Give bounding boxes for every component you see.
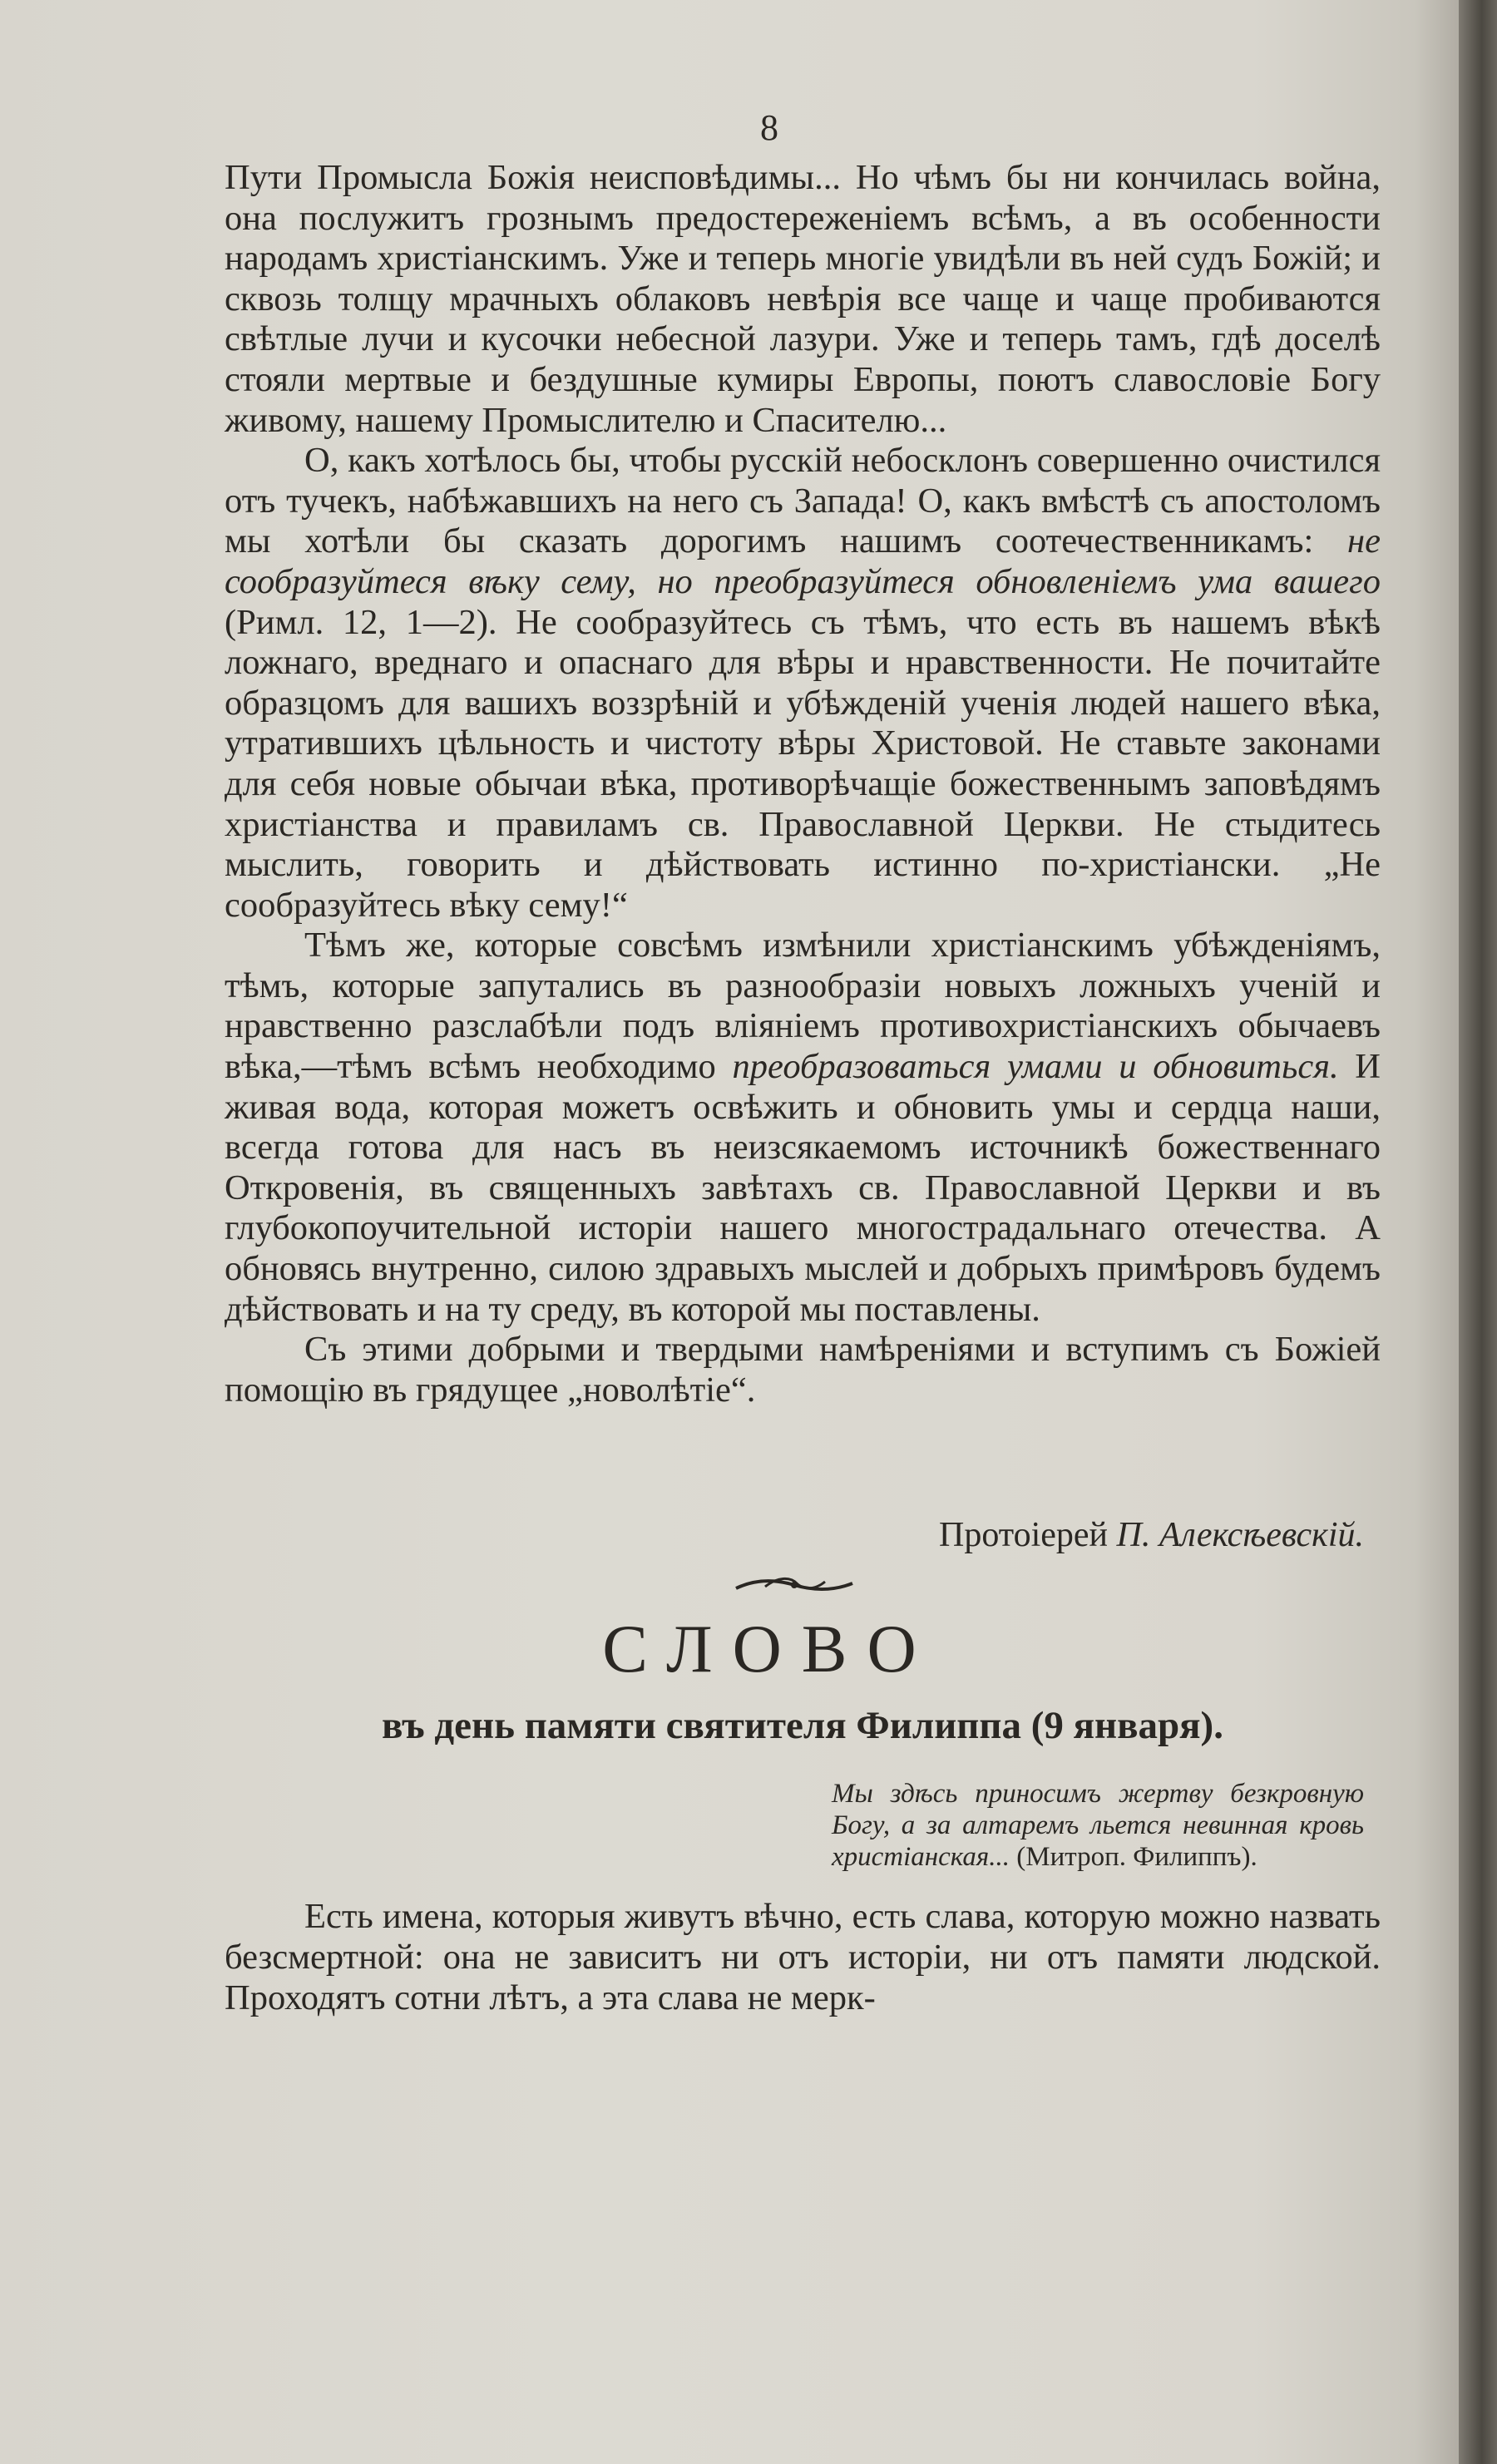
sermon-opening-paragraph: Есть имена, которыя живутъ вѣчно, есть слава, которую можно назвать безсмертной: она не зависитъ ни отъ исторіи, ни отъ памяти людской. Проходятъ сотни лѣтъ, а эта слава не мерк-: [225, 1897, 1381, 2017]
epigraph: [832, 1778, 1364, 1873]
paragraph-2-text-c: (Римл. 12, 1—2). Не сообразуйтесь съ тѣмъ, что есть въ нашемъ вѣкѣ ложнаго, вреднаго и опаснаго для вѣры и нравственности. Не почитайте образцомъ для вашихъ воззрѣній и убѣжденій ученія людей нашего вѣка, утратившихъ цѣльность и чистоту вѣры Христовой. Не ставьте законами для себя новые обычаи вѣка, противорѣчащіе божественнымъ заповѣдямъ христіанства и правиламъ св. Православной Церкви. Не стыдитесь мыслить, говорить и дѣйствовать истинно по-христіански. „Не сообразуйтесь вѣку сему!“: [225, 602, 1381, 925]
author-signature: [225, 1515, 1364, 1555]
divider-ornament-icon: [732, 1573, 857, 1598]
page-number: 8: [760, 107, 778, 148]
paragraph-3: [225, 926, 1381, 1330]
article-body: [225, 158, 1381, 1410]
signature-name: П. Алексѣевскій.: [1116, 1516, 1364, 1554]
sermon-subtitle: въ день памяти святителя Филиппа (9 января).: [382, 1704, 1223, 1747]
emphasis-phrase: преобразоваться умами и обновиться.: [732, 1047, 1339, 1087]
book-spine: [1459, 0, 1497, 2464]
epigraph-text: Мы здѣсь приносимъ жертву безкровную Богу, а за алтаремъ льется невинная кровь христіанская...: [832, 1779, 1364, 1872]
scripture-quote: не сообразуйтеся вѣку сему, но преобразуйтеся обновленіемъ ума вашего: [225, 521, 1381, 601]
paragraph-2: [225, 441, 1381, 926]
paragraph-2-text-a: О, какъ хотѣлось бы, чтобы русскій небосклонъ совершенно очистился отъ тучекъ, набѣжавшихъ на него съ Запада! О, какъ вмѣстѣ съ апостоломъ мы хотѣли бы сказать дорогимъ нашимъ соотечественникамъ:: [225, 441, 1381, 561]
epigraph-source: (Митроп. Филиппъ).: [1010, 1842, 1257, 1872]
sermon-opening: [225, 1896, 1381, 2018]
signature-prefix: Протоіерей: [939, 1516, 1117, 1554]
paragraph-1: Пути Промысла Божія неисповѣдимы... Но чѣмъ бы ни кончилась война, она послужитъ грознымъ предостереженіемъ всѣмъ, а въ особенности народамъ христіанскимъ. Уже и теперь многіе увидѣли въ ней судъ Божій; и сквозь толщу мрачныхъ облаковъ невѣрія все чаще и чаще пробиваются свѣтлые лучи и кусочки небесной лазури. Уже и теперь тамъ, гдѣ доселѣ стояли мертвые и бездушные кумиры Европы, поютъ славословіе Богу живому, нашему Промыслителю и Спасителю...: [225, 158, 1381, 440]
sermon-title: СЛОВО: [602, 1611, 936, 1686]
paragraph-3-text-a: Тѣмъ же, которые совсѣмъ измѣнили христіанскимъ убѣжденіямъ, тѣмъ, которые запутались въ разнообразіи новыхъ ложныхъ ученій и нравственно разслабѣли подъ вліяніемъ противохристіанскихъ обычаевъ вѣка,—тѣмъ всѣмъ необходимо: [225, 926, 1381, 1087]
paragraph-4: Съ этими добрыми и твердыми намѣреніями и вступимъ съ Божіей помощію въ грядущее „новолѣтіе“.: [225, 1330, 1381, 1410]
paragraph-3-text-c: И живая вода, которая можетъ освѣжить и обновить умы и сердца наши, всегда готова для насъ въ неизсякаемомъ источникѣ божественнаго Откровенія, въ священныхъ завѣтахъ св. Православной Церкви и въ глубокопоучительной исторіи нашего многострадальнаго отечества. А обновясь внутренно, силою здравыхъ мыслей и добрыхъ примѣровъ будемъ дѣйствовать и на ту среду, въ которой мы поставлены.: [225, 1047, 1381, 1329]
